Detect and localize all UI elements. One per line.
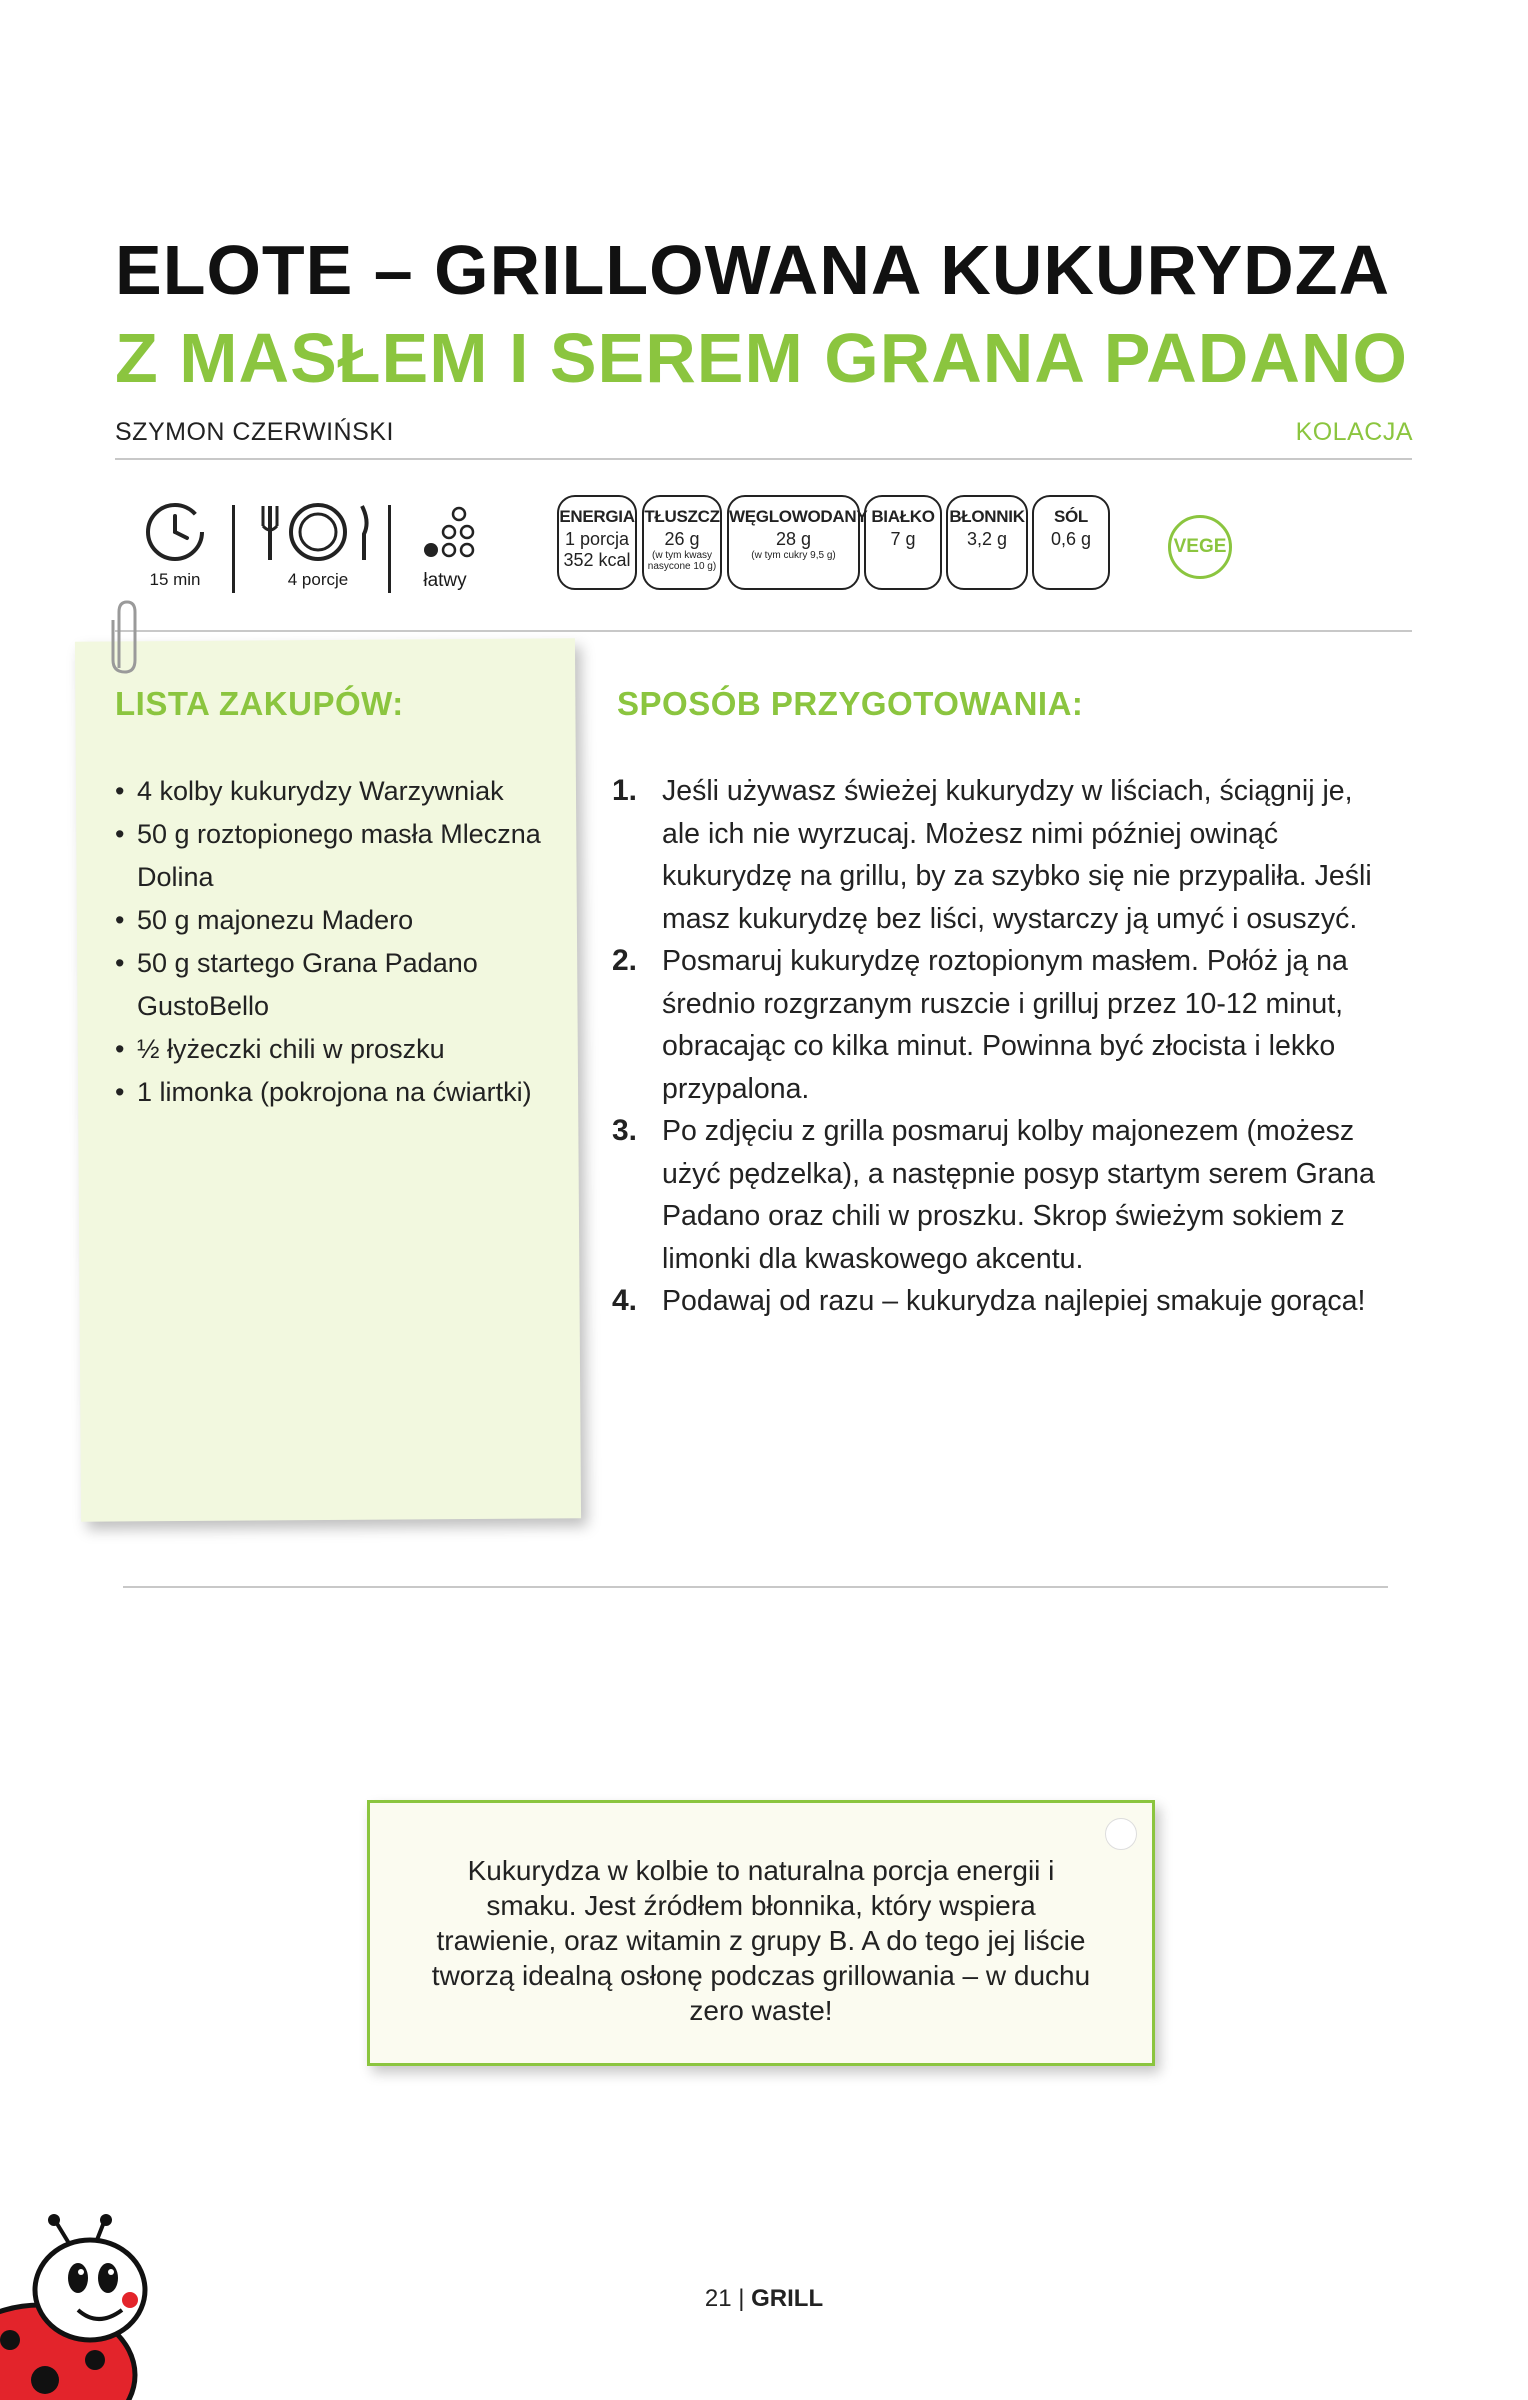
nutrition-fiber: [946, 495, 1028, 590]
meta-separator: [388, 505, 391, 593]
step-number: 1.: [612, 774, 638, 807]
vege-badge: VEGE: [1168, 515, 1232, 579]
nutrition-energy: [557, 495, 637, 590]
clock-icon: [130, 500, 220, 565]
recipe-title-line1: ELOTE – GRILLOWANA KUKURYDZA: [115, 231, 1391, 309]
author-name: SZYMON CZERWIŃSKI: [115, 418, 394, 446]
tip-box: [367, 1800, 1155, 2066]
tag-hole: [1105, 1818, 1137, 1850]
step-text: Jeśli używasz świeżej kukurydzy w liściach, ściągnij je, ale ich nie wyrzucaj. Możesz nimi później owinąć kukurydzę na grillu, by za szybko się nie przypaliła. Jeśli masz kukurydzę bez liści, wystarczy ją umyć i osuszyć.: [662, 775, 1372, 935]
tip-text: Kukurydza w kolbie to naturalna porcja energii i smaku. Jest źródłem błonnika, który wspiera trawienie, oraz witamin z grupy B. A do tego jej liście tworzą idealną osłonę podczas grillowania – w duchu zero waste!: [431, 1855, 1091, 2026]
ingredient-item: • 50 g roztopionego masła Mleczna Dolina: [115, 813, 555, 899]
paperclip-icon: [105, 598, 145, 678]
recipe-title-line2: Z MASŁEM I SEREM GRANA PADANO: [115, 319, 1408, 397]
nutrition-protein: [864, 495, 942, 590]
nutrition-note: (w tym kwasy nasycone 10 g): [647, 550, 717, 572]
page-number: 21: [704, 2285, 732, 2312]
ingredient-item: • 50 g startego Grana Padano GustoBello: [115, 942, 555, 1028]
nutrition-carbs: [727, 495, 868, 590]
nutrition-label: BŁONNIK: [949, 507, 1025, 526]
difficulty-meta: [405, 500, 485, 595]
portions-meta: [258, 500, 378, 595]
nutrition-value: 26 g: [664, 529, 700, 549]
portions-value: 4 porcje: [287, 570, 349, 589]
step-text: Posmaruj kukurydzę roztopionym masłem. Połóż ją na średnio rozgrzanym ruszcie i grilluj przez 10-12 minut, obracając co kilka minut. Powinna być złocista i lekko przypalona.: [662, 945, 1348, 1105]
shopping-heading: LISTA ZAKUPÓW:: [115, 685, 404, 722]
method-heading: SPOSÓB PRZYGOTOWANIA:: [617, 685, 1084, 722]
plate-cutlery-icon: [258, 500, 378, 565]
method-steps: [612, 770, 1392, 1323]
nutrition-label: ENERGIA: [559, 507, 635, 526]
nutrition-label: WĘGLOWODANY: [729, 507, 868, 526]
time-value: 15 min: [149, 570, 201, 589]
ingredient-item: • 1 limonka (pokrojona na ćwiartki): [115, 1071, 555, 1114]
ingredient-item: • 50 g majonezu Madero: [115, 899, 555, 942]
section-name: GRILL: [751, 2285, 824, 2312]
nutrition-value: 28 g: [775, 529, 812, 549]
meta-separator: [232, 505, 235, 593]
step-number: 4.: [612, 1284, 638, 1317]
step-text: Po zdjęciu z grilla posmaruj kolby majonezem (możesz użyć pędzelka), a następnie posyp startym serem Grana Padano oraz chili w proszku. Skrop świeżym sokiem z limonki dla kwaskowego akcentu.: [662, 1115, 1375, 1275]
method-step: [612, 940, 1392, 1110]
step-number: 2.: [612, 944, 638, 977]
footer-separator: |: [738, 2285, 745, 2312]
nutrition-value: 7 g: [890, 529, 916, 549]
method-step: [612, 1280, 1392, 1323]
divider-meta: [115, 630, 1412, 632]
ingredient-item: • ½ łyżeczki chili w proszku: [115, 1028, 555, 1071]
difficulty-value: łatwy: [423, 570, 467, 591]
nutrition-label: BIAŁKO: [871, 507, 935, 526]
nutrition-value: 1 porcja: [564, 529, 630, 549]
time-meta: [130, 500, 220, 595]
category-label: KOLACJA: [1295, 418, 1413, 446]
divider-bottom: [123, 1586, 1388, 1588]
divider-top: [115, 458, 1412, 460]
method-step: [612, 770, 1392, 940]
ingredient-list: [115, 770, 555, 1114]
method-step: [612, 1110, 1392, 1280]
nutrition-label: SÓL: [1053, 507, 1089, 526]
nutrition-salt: [1032, 495, 1110, 590]
nutrition-value: 0,6 g: [1050, 529, 1092, 549]
nutrition-value: 3,2 g: [966, 529, 1008, 549]
nutrition-note: (w tym cukry 9,5 g): [751, 550, 836, 561]
difficulty-dots-icon: [405, 500, 485, 565]
ingredient-item: • 4 kolby kukurydzy Warzywniak: [115, 770, 555, 813]
nutrition-label: TŁUSZCZ: [644, 507, 720, 526]
step-text: Podawaj od razu – kukurydza najlepiej smakuje gorąca!: [662, 1285, 1366, 1317]
nutrition-fat: [642, 495, 722, 590]
page-footer: [0, 2285, 1528, 2313]
nutrition-value: 352 kcal: [563, 550, 631, 570]
step-number: 3.: [612, 1114, 638, 1147]
